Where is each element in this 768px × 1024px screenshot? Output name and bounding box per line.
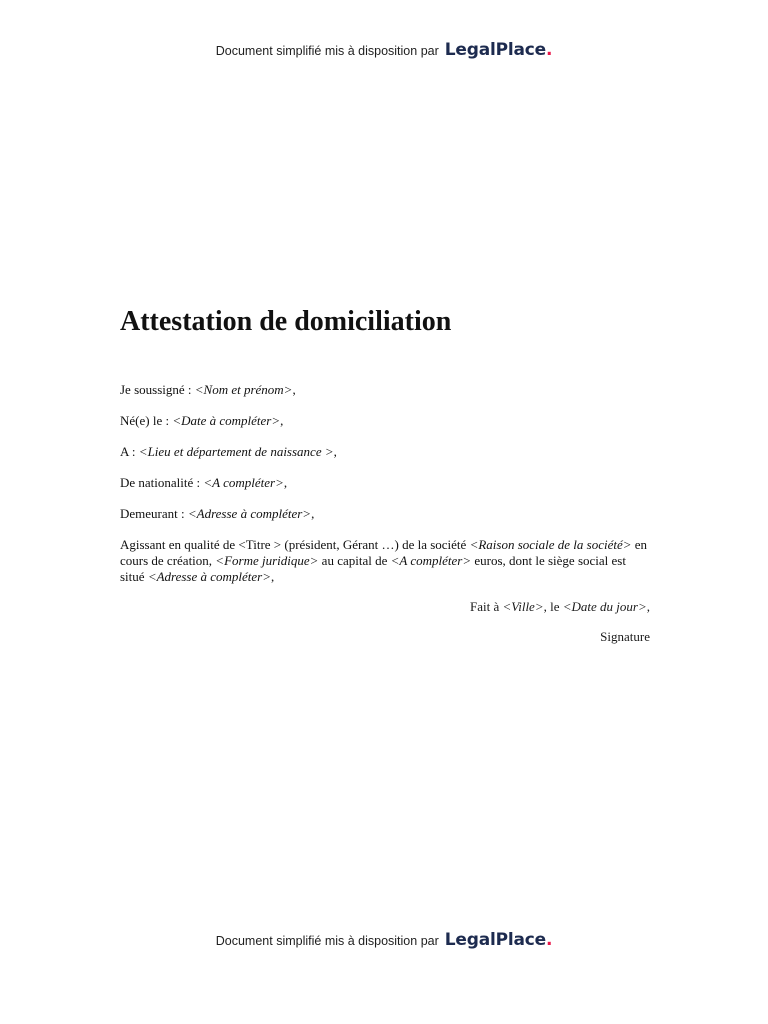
- legalplace-logo[interactable]: [445, 930, 552, 950]
- demeurant-line: [120, 506, 650, 522]
- header-banner: [0, 40, 768, 60]
- capital-placeholder: <A compléter>: [390, 553, 472, 568]
- lieu-label: A :: [120, 444, 139, 459]
- lieu-line: [120, 444, 650, 460]
- nom-prenom-placeholder: <Nom et prénom>: [194, 382, 293, 397]
- brand-name: LegalPlace: [444, 930, 546, 950]
- ville-placeholder: <Ville>: [502, 599, 544, 614]
- agissant-part4: euros, dont le siège social est situé: [120, 553, 626, 584]
- siege-adresse-placeholder: <Adresse à compléter>: [147, 569, 272, 584]
- agissant-part1: Agissant en qualité de <Titre > (président, Gérant …) de la société: [120, 537, 470, 552]
- lieu-end: ,: [333, 444, 337, 459]
- nationalite-label: De nationalité :: [120, 475, 204, 490]
- date-jour-placeholder: <Date du jour>: [562, 599, 647, 614]
- ne-le-label: Né(e) le :: [120, 413, 173, 428]
- date-naissance-placeholder: <Date à compléter>: [172, 413, 281, 428]
- soussigne-end: ,: [292, 382, 296, 397]
- nationalite-end: ,: [283, 475, 288, 490]
- document-title: Attestation de domiciliation: [120, 306, 452, 337]
- brand-dot: .: [545, 930, 553, 950]
- document-body: [120, 300, 650, 645]
- legalplace-logo[interactable]: [445, 40, 552, 60]
- forme-juridique-placeholder: <Forme juridique>: [215, 553, 319, 568]
- agissant-end: ,: [271, 569, 275, 584]
- raison-sociale-placeholder: <Raison sociale de la société>: [469, 537, 632, 552]
- soussigne-line: [120, 382, 650, 398]
- agissant-part3: au capital de: [318, 553, 391, 568]
- brand-name: LegalPlace: [444, 40, 546, 60]
- footer-banner: [0, 930, 768, 950]
- banner-text: Document simplifié mis à disposition par: [215, 934, 439, 948]
- fait-prefix: Fait à: [469, 599, 503, 614]
- agissant-part2: en cours de création,: [120, 537, 648, 568]
- agissant-paragraph: [120, 537, 650, 585]
- nationalite-placeholder: <A compléter>: [203, 475, 284, 490]
- demeurant-end: ,: [311, 506, 315, 521]
- ne-le-end: ,: [280, 413, 284, 428]
- demeurant-label: Demeurant :: [120, 506, 188, 521]
- banner-text: Document simplifié mis à disposition par: [215, 44, 439, 58]
- brand-dot: .: [545, 40, 553, 60]
- signature-label: Signature: [600, 629, 650, 644]
- fait-a-line: [120, 599, 650, 615]
- fait-end: ,: [646, 599, 650, 614]
- fait-middle: , le: [543, 599, 563, 614]
- adresse-placeholder: <Adresse à compléter>: [187, 506, 312, 521]
- lieu-naissance-placeholder: <Lieu et département de naissance >: [138, 444, 334, 459]
- ne-le-line: [120, 413, 650, 429]
- nationalite-line: [120, 475, 650, 491]
- soussigne-label: Je soussigné :: [120, 382, 195, 397]
